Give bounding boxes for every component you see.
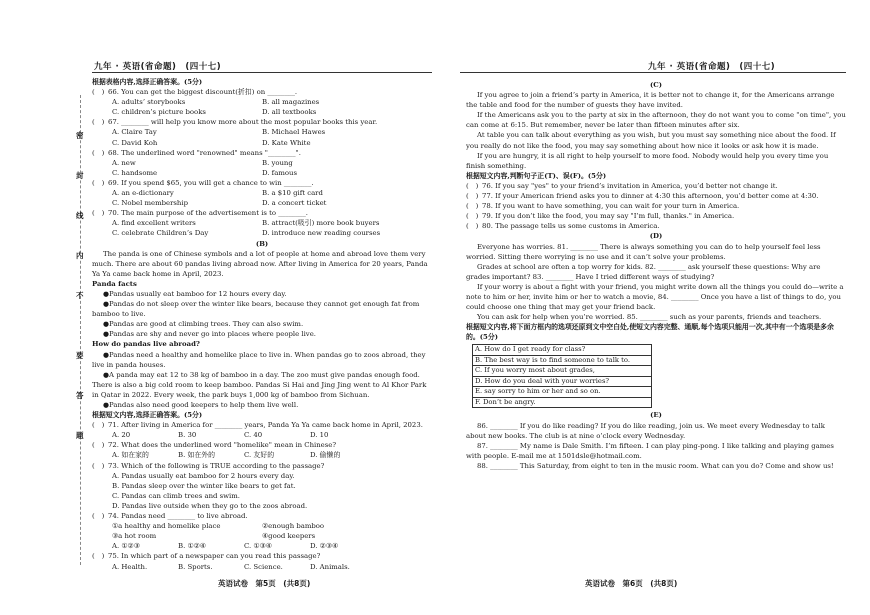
question-stem: After living in America for ________ years, Panda Ya Ya came back home in April, 2023. xyxy=(121,421,423,430)
question-number: 66 xyxy=(108,88,117,97)
seal-char: 不 xyxy=(76,291,84,300)
passage-d xyxy=(466,242,846,323)
question-number: 73 xyxy=(108,461,117,470)
answer-bracket[interactable]: ( ) xyxy=(466,222,479,231)
option: C. Nobel membership xyxy=(112,199,188,208)
question-number: 75 xyxy=(108,552,117,561)
option: ①a healthy and homelike place xyxy=(112,522,221,531)
seal-char: 内 xyxy=(76,251,84,260)
question-number: 67 xyxy=(108,118,117,127)
option: C. David Koh xyxy=(112,138,158,147)
section-d-instruction: 根据短文内容,将下面方框内的选项还原到文中空白处,使短文内容完整、通顺,每个选项只能用一次,其中有一个选项是多余的。(5分) xyxy=(466,323,834,342)
option: ②enough bamboo xyxy=(262,522,325,531)
question-text: If you want to have something, you can wait for your turn in America. xyxy=(495,202,740,211)
question-number: 70 xyxy=(108,209,117,218)
box-option: D. How do you deal with your worries? xyxy=(473,376,652,387)
option: C. handsome xyxy=(112,168,158,177)
question-68: ( ) 68. The underlined word "renowned" means "________". xyxy=(92,148,301,157)
right-header: 九年 · 英语(省命题) (四十七) xyxy=(648,62,776,72)
passage-b-intro: The panda is one of Chinese symbols and a lot of people at home and abroad love them very much. There are about 60 pandas living abroad now. After living in America for 20 years, Panda Ya Ya came back home in April, 2023. xyxy=(92,249,428,278)
question-stem: Pandas need ________ to live abroad. xyxy=(121,512,248,521)
box-row xyxy=(473,355,652,366)
section-d-label: (D) xyxy=(649,232,663,241)
option: B. 30 xyxy=(178,431,197,440)
seal-char: 要 xyxy=(76,351,84,360)
tf-question-76: ( ) 76. If you say "yes" to your friend’s invitation in America, you’d better not change it. xyxy=(466,181,778,190)
answer-bracket[interactable]: ( ) xyxy=(466,192,479,201)
question-number: 76 xyxy=(482,181,491,190)
option-row xyxy=(92,107,432,117)
section-b-instruction: 根据短文内容,选择正确答案。(5分) xyxy=(92,411,203,420)
option: A. ①②③ xyxy=(112,542,140,551)
left-column xyxy=(92,77,432,572)
question-number: 74 xyxy=(108,512,117,521)
option: B. all magazines xyxy=(262,98,320,107)
right-header-rule xyxy=(460,72,846,73)
question-number: 69 xyxy=(108,178,117,187)
abroad-item: ● A panda may eat 12 to 38 kg of bamboo in a day. The zoo must give pandas enough food. There is also a big cold room to keep bamboo. Pandas Si Hai and Jing Jing went to Al Khor Park in Qatar in 2022. Every week, the park buys 1,000 kg of bamboo from Sichuan. xyxy=(92,370,432,400)
box-row xyxy=(473,397,652,408)
question-69: ( ) 69. If you spend $65, you will get a chance to win ________. xyxy=(92,178,314,187)
option: C. Pandas can climb trees and swim. xyxy=(112,491,240,500)
option: A. new xyxy=(112,158,136,167)
answer-bracket[interactable]: ( ) xyxy=(92,209,105,218)
answer-bracket[interactable]: ( ) xyxy=(466,181,479,190)
option-row xyxy=(92,541,432,551)
passage-c-paragraph: If you are hungry, it is all right to help yourself to more food. Nobody would help you every time you finish something. xyxy=(466,151,829,170)
question-73: ( ) 73. Which of the following is TRUE according to the passage? xyxy=(92,461,325,470)
option: B. 如在外的 xyxy=(178,451,216,460)
passage-c-paragraph: If the Americans ask you to the party at six in the afternoon, they do not want you to come "on time", you can come at 6:15. But remember, never be later than fifteen minutes after six. xyxy=(466,111,846,130)
question-72: ( ) 72. What does the underlined word "homelike" mean in Chinese? xyxy=(92,441,337,450)
tf-question-79: ( ) 79. If you don’t like the food, you may say "I’m full, thanks." in America. xyxy=(466,212,735,221)
question-number: 77 xyxy=(482,192,491,201)
question-stem: If you spend $65, you will get a chance to win ________. xyxy=(121,178,314,187)
passage-d-paragraph: If your worry is about a fight with your friend, you might write down all the things you could do—write a note to him or her, invite him or her to watch a movie, 84. ________ Once you have a list of things to do, you could choose one thing that may get your friend back. xyxy=(466,282,844,312)
question-stem: Which of the following is TRUE according to the passage? xyxy=(121,461,325,470)
answer-bracket[interactable]: ( ) xyxy=(92,88,105,97)
question-71: ( ) 71. After living in America for ________ years, Panda Ya Ya came back home in April, 2023. xyxy=(92,421,423,430)
question-text: If you say "yes" to your friend’s invitation in America, you’d better not change it. xyxy=(495,181,778,190)
passage-c xyxy=(466,90,846,171)
right-page xyxy=(440,0,870,615)
passage-c-paragraph: At table you can talk about everything as you wish, but you must say something nice about the food. If you really do not like the food, you may say something about how nice it looks or ask how it is made. xyxy=(466,131,836,150)
question-stem: In which part of a newspaper can you read this passage? xyxy=(121,552,321,561)
question-text: The passage tells us some customs in America. xyxy=(495,222,660,231)
option-row xyxy=(92,97,432,107)
option-row xyxy=(92,198,432,208)
seal-char: 封 xyxy=(76,171,84,180)
option: A. find excellent writers xyxy=(112,219,196,228)
left-footer: 英语试卷 第5页 (共8页) xyxy=(218,579,311,588)
question-74: ( ) 74. Pandas need ________ to live abroad. xyxy=(92,512,248,521)
option-row xyxy=(92,521,432,531)
box-row xyxy=(473,366,652,377)
option: A. 20 xyxy=(112,431,131,440)
tf-question-77: ( ) 77. If your American friend asks you to dinner at 4:30 this afternoon, you’d better come at 4:30. xyxy=(466,192,819,201)
option: B. Michael Hawes xyxy=(262,128,326,137)
question-number: 71 xyxy=(108,421,117,430)
true-false-questions xyxy=(466,181,846,231)
abroad-title: How do pandas live abroad? xyxy=(92,340,200,349)
option: B. a $10 gift card xyxy=(262,189,323,198)
question-stem: The main purpose of the advertisement is to ________. xyxy=(121,209,308,218)
option: A. Claire Tay xyxy=(112,128,157,137)
answer-bracket[interactable]: ( ) xyxy=(92,178,105,187)
option: D. 偷懒的 xyxy=(310,451,341,460)
question-number: 79 xyxy=(482,212,491,221)
option: A. Pandas usually eat bamboo for 2 hours every day. xyxy=(112,471,295,480)
section-a-instruction: 根据表格内容,选择正确答案。(5分) xyxy=(92,78,203,86)
right-column xyxy=(466,80,846,471)
option: D. introduce new reading courses xyxy=(262,229,381,238)
option-row xyxy=(92,138,432,148)
seal-char: 题 xyxy=(76,431,84,440)
passage-d-paragraph: You can ask for help when you’re worried. 85. ________ such as your parents, friends and teachers. xyxy=(477,313,822,322)
section-e-label: (E) xyxy=(650,411,662,420)
option: C. 友好的 xyxy=(244,451,275,460)
option: B. attract(吸引) more book buyers xyxy=(262,219,380,228)
question-75: ( ) 75. In which part of a newspaper can you read this passage? xyxy=(92,552,321,561)
question-number: 80 xyxy=(482,222,491,231)
option-row xyxy=(92,430,432,440)
left-header: 九年 · 英语(省命题) (四十七) xyxy=(94,62,222,72)
seal-char: 密 xyxy=(76,131,84,140)
answer-bracket[interactable]: ( ) xyxy=(92,512,105,521)
questions-66-70 xyxy=(92,87,432,238)
question-stem: The underlined word "renowned" means "________". xyxy=(121,148,301,157)
answer-bracket[interactable]: ( ) xyxy=(92,441,105,450)
box-row xyxy=(473,387,652,398)
answer-bracket[interactable]: ( ) xyxy=(92,421,105,430)
abroad-list xyxy=(92,350,432,411)
passage-e-paragraph: 87. ________ My name is Dale Smith. I’m fifteen. I can play ping-pong. I like talking and playing games with people. E-mail me at 1501dsle@hotmail.com. xyxy=(466,441,834,460)
option-row xyxy=(92,531,432,541)
answer-bracket[interactable]: ( ) xyxy=(466,202,479,211)
option: A. 如在家的 xyxy=(112,451,149,460)
answer-bracket[interactable]: ( ) xyxy=(92,461,105,470)
panda-facts-list xyxy=(92,289,432,339)
section-c-label: (C) xyxy=(649,81,662,89)
option: C. celebrate Children’s Day xyxy=(112,229,209,238)
option-row xyxy=(92,188,432,198)
option: D. ②③④ xyxy=(310,542,339,551)
box-option: C. If you worry most about grades, xyxy=(473,366,652,377)
fact-item: ● Pandas are good at climbing trees. They can also swim. xyxy=(92,319,432,329)
question-stem: ________ will help you know more about the most popular books this year. xyxy=(121,118,378,127)
option: C. children’s picture books xyxy=(112,108,206,117)
box-row xyxy=(473,376,652,387)
option: B. ①②④ xyxy=(178,542,206,551)
option: C. Science. xyxy=(244,562,283,571)
option: ③a hot room xyxy=(112,532,157,541)
questions-71-75 xyxy=(92,420,432,571)
seal-char: 线 xyxy=(76,211,84,220)
option: ④good keepers xyxy=(262,532,316,541)
option-row xyxy=(92,562,432,572)
question-stem: You can get the biggest discount(折扣) on ________. xyxy=(121,88,298,97)
option: D. famous xyxy=(262,168,297,177)
left-header-rule xyxy=(92,72,432,73)
option: D. a concert ticket xyxy=(262,199,327,208)
option: C. 40 xyxy=(244,431,263,440)
answer-bracket[interactable]: ( ) xyxy=(92,148,105,157)
right-footer: 英语试卷 第6页 (共8页) xyxy=(585,579,678,588)
seal-char: 答 xyxy=(76,391,84,400)
option: B. Sports. xyxy=(178,562,213,571)
section-c-instruction: 根据短文内容,判断句子正(T)、误(F)。(5分) xyxy=(466,171,607,180)
fact-item: ● Pandas do not sleep over the winter like bears, because they cannot get enough fat from bamboo to live. xyxy=(92,299,432,319)
answer-bracket[interactable]: ( ) xyxy=(92,118,105,127)
passage-e-paragraph: 86. ________ If you do like reading? If you do like reading, join us. We meet every Wednesday to talk about new books. The club is at nine o’clock every Wednesday. xyxy=(466,421,825,440)
tf-question-80: ( ) 80. The passage tells us some customs in America. xyxy=(466,222,660,231)
box-option: B. The best way is to find someone to talk to. xyxy=(473,355,652,366)
box-option: A. How do I get ready for class? xyxy=(473,345,652,356)
option-row xyxy=(92,168,432,178)
abroad-item: ● Pandas also need good keepers to help them live well. xyxy=(92,400,432,410)
box-option: F. Don’t be angry. xyxy=(473,397,652,408)
option: D. Animals. xyxy=(310,562,350,571)
fact-item: ● Pandas are shy and never go into places where people live. xyxy=(92,329,432,339)
question-70: ( ) 70. The main purpose of the advertisement is to ________. xyxy=(92,209,308,218)
question-text: If your American friend asks you to dinner at 4:30 this afternoon, you’d better come at 4:30. xyxy=(495,192,819,201)
question-text: If you don’t like the food, you may say "I’m full, thanks." in America. xyxy=(495,212,735,221)
option: B. young xyxy=(262,158,293,167)
options-box xyxy=(472,344,652,408)
question-66: ( ) 66. You can get the biggest discount(折扣) on ________. xyxy=(92,88,298,97)
option: A. an e-dictionary xyxy=(112,189,174,198)
option-row xyxy=(92,218,432,228)
option: D. 10 xyxy=(310,431,329,440)
box-option: E. say sorry to him or her and so on. xyxy=(473,387,652,398)
option: A. Health. xyxy=(112,562,148,571)
passage-e xyxy=(466,421,846,471)
question-67: ( ) 67. ________ will help you know more about the most popular books this year. xyxy=(92,118,378,127)
option-row xyxy=(92,228,432,238)
fact-item: ● Pandas usually eat bamboo for 12 hours every day. xyxy=(92,289,432,299)
box-row xyxy=(473,345,652,356)
option-row xyxy=(92,158,432,168)
tf-question-78: ( ) 78. If you want to have something, you can wait for your turn in America. xyxy=(466,202,740,211)
passage-c-paragraph: If you agree to join a friend’s party in America, it is better not to change it, for the Americans arrange the table and food for the number of guests they have invited. xyxy=(466,91,835,110)
panda-facts-title: Panda facts xyxy=(92,279,137,288)
question-number: 72 xyxy=(108,441,117,450)
passage-d-paragraph: Everyone has worries. 81. ________ There is always something you can do to help yourself feel less worried. Sitting there worrying is no use and it can’t solve your problems. xyxy=(466,242,821,261)
option: C. ①③④ xyxy=(244,542,272,551)
option: D. Kate White xyxy=(262,138,311,147)
passage-d-paragraph: Grades at school are often a top worry for kids. 82. ________ ask yourself these questions: Why are grades important? 83. ________ Have I tried different ways of studying? xyxy=(466,262,821,281)
option-row xyxy=(92,450,432,460)
section-b-label: (B) xyxy=(255,239,269,248)
question-number: 68 xyxy=(108,148,117,157)
passage-e-paragraph: 88. ________ This Saturday, from eight to ten in the music room. What can you do? Come and show us! xyxy=(477,461,834,470)
option: D. all textbooks xyxy=(262,108,317,117)
answer-bracket[interactable]: ( ) xyxy=(466,212,479,221)
option: D. Pandas live outside when they go to the zoos abroad. xyxy=(112,501,308,510)
answer-bracket[interactable]: ( ) xyxy=(92,552,105,561)
abroad-item: ● Pandas need a healthy and homelike place to live in. When pandas go to zoos abroad, they live in panda houses. xyxy=(92,350,432,370)
option-row xyxy=(92,127,432,137)
option: A. adults’ storybooks xyxy=(112,98,186,107)
option: B. Pandas sleep over the winter like bears to get fat. xyxy=(112,481,296,490)
seal-line xyxy=(80,95,81,565)
question-number: 78 xyxy=(482,202,491,211)
question-stem: What does the underlined word "homelike" mean in Chinese? xyxy=(121,441,337,450)
